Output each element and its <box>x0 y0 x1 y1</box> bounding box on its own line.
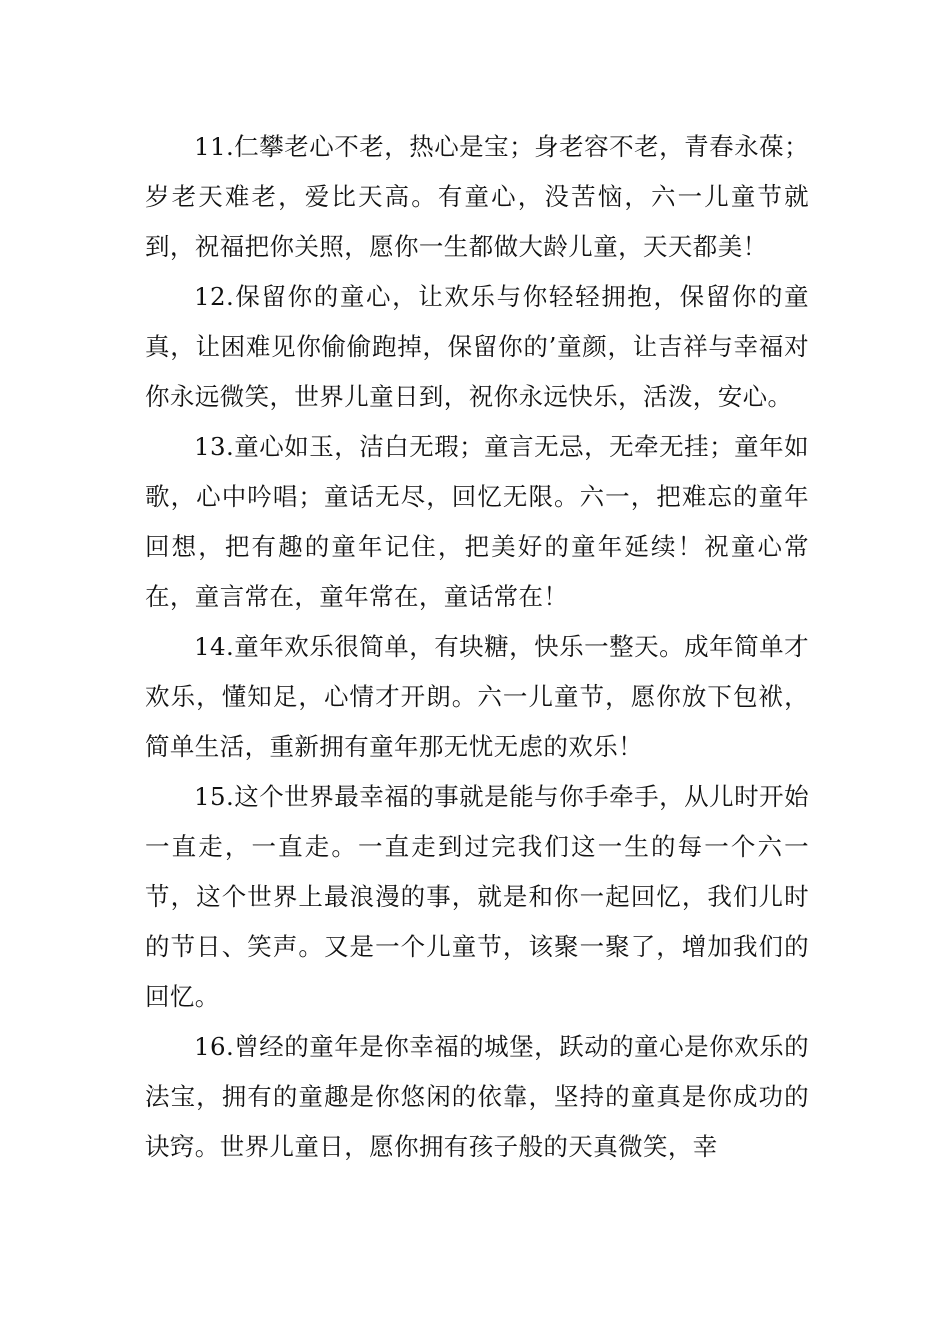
paragraph-11: 11.仁攀老心不老，热心是宝；身老容不老，青春永葆；岁老天难老，爱比天高。有童心，没苦恼，六一儿童节就到，祝福把你关照，愿你一生都做大龄儿童，天天都美！ <box>145 132 809 261</box>
paragraph-12: 12.保留你的童心，让欢乐与你轻轻拥抱，保留你的童真，让困难见你偷偷跑掉，保留你的’童颜，让吉祥与幸福对你永远微笑，世界儿童日到，祝你永远快乐，活泼，安心。 <box>145 282 809 411</box>
paragraph-16: 16.曾经的童年是你幸福的城堡，跃动的童心是你欢乐的法宝，拥有的童趣是你悠闲的依靠，坚持的童真是你成功的诀窍。世界儿童日，愿你拥有孩子般的天真微笑，幸 <box>145 1032 809 1161</box>
paragraph-14: 14.童年欢乐很简单，有块糖，快乐一整天。成年简单才欢乐，懂知足，心情才开朗。六一儿童节，愿你放下包袱，简单生活，重新拥有童年那无忧无虑的欢乐！ <box>145 632 809 761</box>
document-body <box>145 122 809 1172</box>
paragraph-15: 15.这个世界最幸福的事就是能与你手牵手，从儿时开始一直走，一直走。一直走到过完我们这一生的每一个六一节，这个世界上最浪漫的事，就是和你一起回忆，我们儿时的节日、笑声。又是一个儿童节，该聚一聚了，增加我们的回忆。 <box>145 782 809 1011</box>
paragraph-13: 13.童心如玉，洁白无瑕；童言无忌，无牵无挂；童年如歌，心中吟唱；童话无尽，回忆无限。六一，把难忘的童年回想，把有趣的童年记住，把美好的童年延续！祝童心常在，童言常在，童年常在，童话常在！ <box>145 432 809 611</box>
